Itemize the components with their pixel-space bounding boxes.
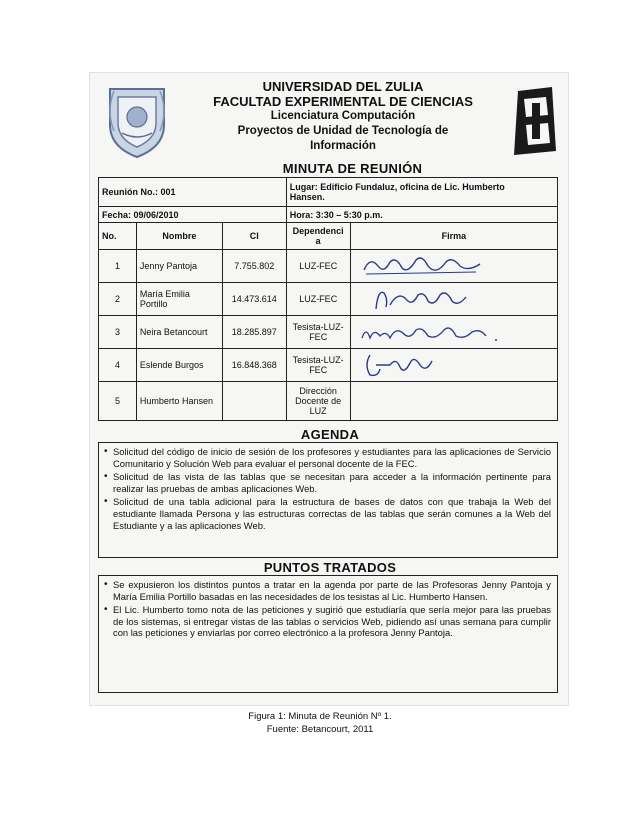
document-header (90, 73, 568, 168)
meeting-number: Reunión No.: 001 (99, 178, 287, 207)
handwritten-signature-2 (356, 285, 496, 313)
meeting-place-line2: Hansen. (289, 192, 325, 202)
table-row (99, 250, 558, 283)
list-item: • Solicitud de una tabla adicional para la estructura de bases de datos con que trabaja la Web del estudiante llamada Persona y las estructuras correctas de las tablas que serán comunes a la Web del Estudiante y a las aplicaciones Web. (113, 496, 551, 531)
agenda-list (99, 443, 557, 535)
col-header-name: Nombre (136, 223, 222, 250)
attendance-table (98, 177, 558, 421)
row-ci: 7.755.802 (222, 250, 286, 283)
table-row (99, 382, 558, 421)
col-header-signature: Firma (350, 223, 557, 250)
university-name: UNIVERSIDAD DEL ZULIA (262, 79, 424, 94)
table-header-row (99, 223, 558, 250)
header-text-block (176, 79, 510, 154)
meeting-date: Fecha: 09/06/2010 (99, 207, 287, 223)
row-ci: 16.848.368 (222, 349, 286, 382)
points-box (98, 575, 558, 693)
table-row (99, 349, 558, 382)
row-name: Neira Betancourt (136, 316, 222, 349)
program-name: Licenciatura Computación (270, 110, 416, 122)
row-name: María Emilia Portillo (136, 283, 222, 316)
row-ci: 14.473.614 (222, 283, 286, 316)
row-dependency: Dirección Docente de LUZ (286, 382, 350, 421)
faculty-logo-icon (510, 85, 560, 157)
col-header-no: No. (99, 223, 137, 250)
figure-caption (220, 710, 420, 736)
row-dependency: LUZ-FEC (286, 250, 350, 283)
row-signature (350, 382, 557, 421)
table-row (99, 316, 558, 349)
handwritten-signature-4 (356, 351, 496, 379)
row-no: 5 (99, 382, 137, 421)
meeting-time: Hora: 3:30 – 5:30 p.m. (286, 207, 557, 223)
table-row (99, 283, 558, 316)
row-no: 2 (99, 283, 137, 316)
row-no: 3 (99, 316, 137, 349)
row-name: Humberto Hansen (136, 382, 222, 421)
caption-title: Figura 1: Minuta de Reunión Nº 1. (248, 711, 392, 722)
row-dependency: Tesista-LUZ-FEC (286, 349, 350, 382)
agenda-box (98, 442, 558, 558)
agenda-title: AGENDA (300, 427, 360, 442)
points-list (99, 576, 557, 643)
row-signature (350, 283, 557, 316)
row-dependency: LUZ-FEC (286, 283, 350, 316)
col-header-ci: CI (222, 223, 286, 250)
list-item: • Solicitud de las vista de las tablas que se necesitan para acceder a la información pertinente para realizar las pruebas de ambas aplicaciones Web. (113, 471, 551, 494)
meeting-place (286, 178, 557, 207)
row-signature (350, 316, 557, 349)
caption-source: Fuente: Betancourt, 2011 (266, 724, 374, 735)
document-title: MINUTA DE REUNIÓN (282, 161, 423, 176)
row-signature (350, 349, 557, 382)
scanned-document (90, 73, 568, 705)
project-name-line2: Información (310, 140, 376, 152)
list-item: • El Lic. Humberto tomo nota de las peticiones y sugirió que estudiaría que sería mejor para las pruebas de los sistemas, si entregar vistas de las tablas o servicios Web, pidiendo así unas semana para cumplir con las peticiones y enviarlas por correo electrónico a la profesora Jenny Pantoja. (113, 604, 551, 639)
handwritten-signature-3 (356, 318, 506, 346)
row-name: Jenny Pantoja (136, 250, 222, 283)
meeting-place-line1: Lugar: Edificio Fundaluz, oficina de Lic. Humberto (289, 182, 505, 192)
row-name: Eslende Burgos (136, 349, 222, 382)
handwritten-signature-1 (356, 252, 496, 280)
meeting-info-row (99, 178, 558, 207)
row-ci (222, 382, 286, 421)
points-title: PUNTOS TRATADOS (263, 560, 397, 575)
row-no: 1 (99, 250, 137, 283)
row-signature (350, 250, 557, 283)
project-name-line1: Proyectos de Unidad de Tecnología de (237, 125, 449, 137)
col-header-dependency-line2: a (315, 236, 321, 246)
row-no: 4 (99, 349, 137, 382)
meeting-date-row (99, 207, 558, 223)
row-dependency: Tesista-LUZ-FEC (286, 316, 350, 349)
col-header-dependency-line1: Dependenci (292, 226, 344, 236)
list-item: • Solicitud del código de inicio de sesión de los profesores y estudiantes para las aplicaciones de Servicio Comunitario y Solución Web para evaluar el personal docente de la FEC. (113, 446, 551, 469)
row-ci: 18.285.897 (222, 316, 286, 349)
university-seal-icon (100, 81, 174, 161)
col-header-dependency (286, 223, 350, 250)
list-item: • Se expusieron los distintos puntos a tratar en la agenda por parte de las Profesoras Jenny Pantoja y María Emilia Portillo basadas en las necesidades de los tesistas al Lic. Humberto Hansen. (113, 579, 551, 602)
faculty-name: FACULTAD EXPERIMENTAL DE CIENCIAS (213, 94, 473, 109)
